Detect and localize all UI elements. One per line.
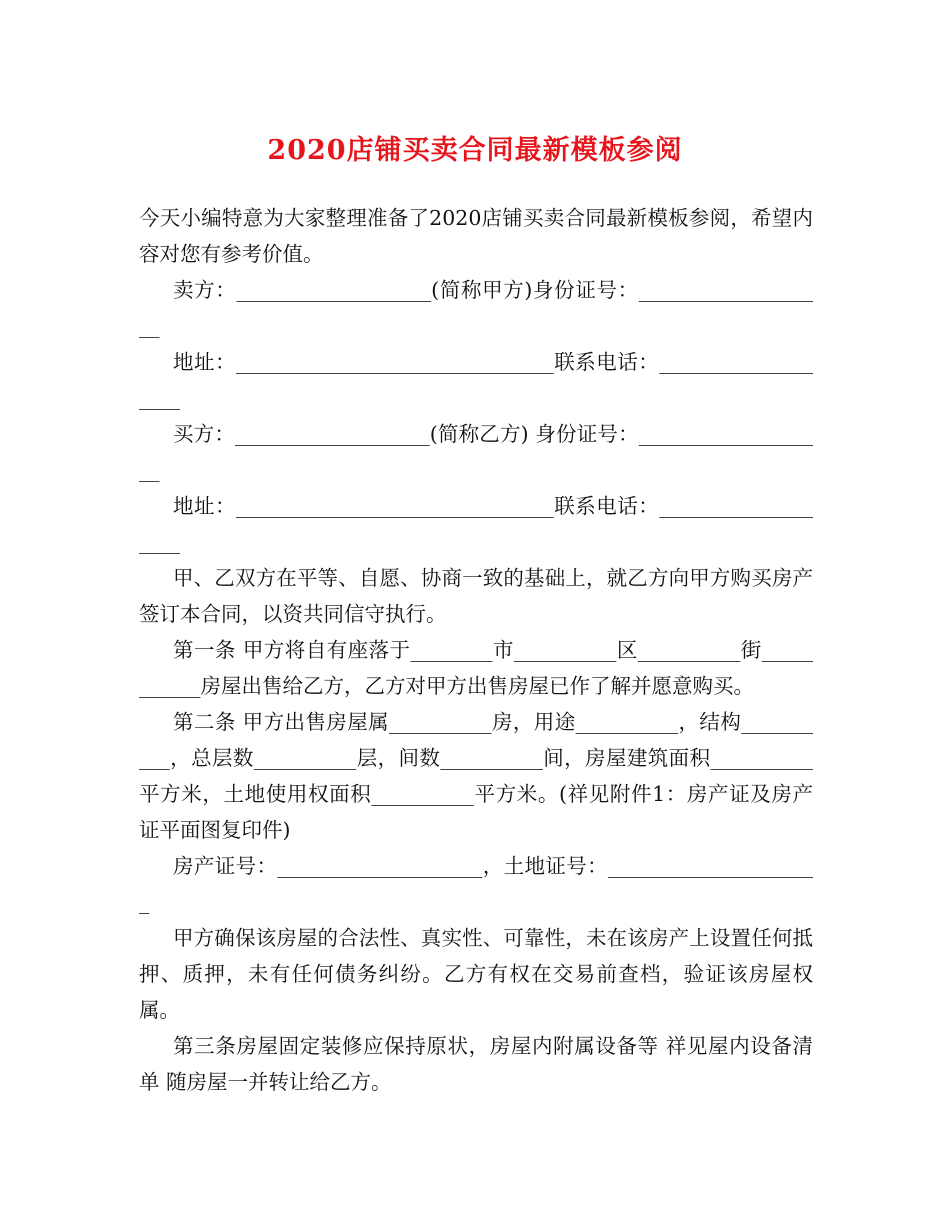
seller-address-line: 地址：_______________________________联系电话：___________________ [139, 350, 813, 410]
article-1-paragraph: 第一条 甲方将自有座落于________市__________区__________街___________房屋出售给乙方，乙方对甲方出售房屋已作了解并愿意购买。 [139, 638, 813, 698]
intro-paragraph: 今天小编特意为大家整理准备了2020店铺买卖合同最新模板参阅，希望内容对您有参考价值。 [139, 206, 813, 266]
document-title: 2020店铺买卖合同最新模板参阅 [267, 135, 683, 166]
article-2-paragraph: 第二条 甲方出售房屋属__________房，用途__________，结构__________，总层数__________层，间数__________间，房屋建筑面积__________平方米，土地使用权面积__________平方米。(祥见附件1：房产证及房产证平面图复印件) [139, 710, 813, 842]
buyer-address-line: 地址：_______________________________联系电话：___________________ [139, 494, 813, 554]
legality-paragraph: 甲方确保该房屋的合法性、真实性、可靠性，未在该房产上设置任何抵押、质押，未有任何债务纠纷。乙方有权在交易前查档，验证该房屋权属。 [139, 926, 813, 1022]
document-body [139, 200, 813, 1100]
buyer-line: 买方：___________________(简称乙方) 身份证号：___________________ [139, 422, 813, 482]
seller-line: 卖方：___________________(简称甲方)身份证号：___________________ [139, 278, 813, 338]
agreement-paragraph: 甲、乙双方在平等、自愿、协商一致的基础上，就乙方向甲方购买房产签订本合同，以资共同信守执行。 [139, 566, 813, 626]
certificate-number-line: 房产证号：____________________，土地证号：_____________________ [139, 854, 813, 914]
article-3-paragraph: 第三条房屋固定装修应保持原状，房屋内附属设备等 祥见屋内设备清单 随房屋一并转让给乙方。 [139, 1034, 813, 1094]
